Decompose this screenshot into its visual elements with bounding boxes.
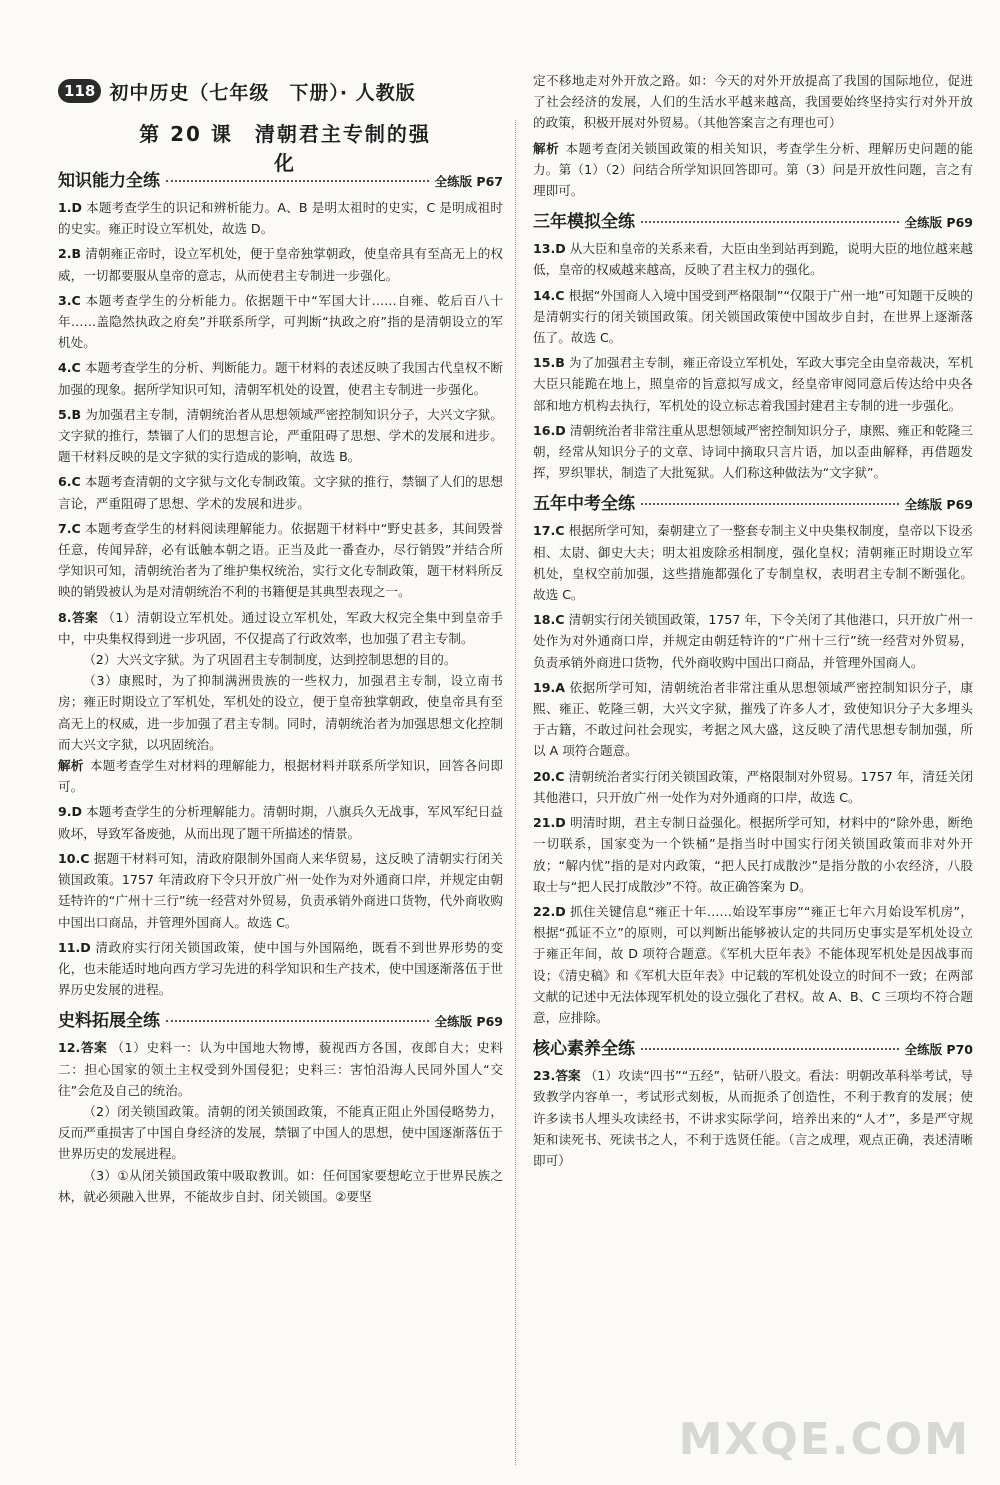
answer-item: 9.D 本题考查学生的分析理解能力。清朝时期，八旗兵久无战事，军风军纪日益败坏，导致军备废弛，从而出现了题干所描述的情景。 [58, 804, 503, 841]
section-ref: 全练版 P69 [904, 215, 973, 231]
answer-item: 17.C 根据所学可知，秦朝建立了一整套专制主义中央集权制度，皇帝以下设丞相、太尉、御史大夫；明太祖废除丞相制度，强化皇权；清朝雍正时期设立军机处，皇权空前加强，这些措施都强化了专制皇权，表明君主专制不断强化。故选 C。 [533, 523, 973, 603]
answer-item: 4.C 本题考查学生的分析、判断能力。题干材料的表述反映了我国古代皇权不断加强的现象。据所学知识可知，清朝军机处的设置，使君主专制进一步强化。 [58, 360, 503, 397]
column-divider [515, 120, 516, 1465]
section-ref: 全练版 P69 [434, 1014, 503, 1030]
answer-item: 7.C 本题考查学生的材料阅读理解能力。依据题干材料中“野史甚多，其间毁誉任意，传闻异辞，必有诋触本朝之语。正当及此一番查办，尽行销毁”并结合所学知识可知，清朝统治者为了维护集权统治，实行文化专制政策，题干材料所反映的销毁被认为是对清朝统治不利的书籍便是其典型表现之一。 [58, 520, 503, 600]
section-name: 三年模拟全练 [533, 212, 635, 233]
section-header [58, 1006, 503, 1031]
answer-item: 11.D 清政府实行闭关锁国政策，使中国与外国隔绝，既看不到世界形势的变化，也未能适时地向西方学习先进的科学知识和生产技术，使中国逐渐落伍于世界历史发展的进程。 [58, 939, 503, 998]
section-header [58, 166, 503, 191]
answer-item: 3.C 本题考查学生的分析能力。依据题干中“军国大计……自雍、乾后百八十年……盖隐然执政之府矣”并联系所学，可判断“执政之府”指的是清朝设立的军机处。 [58, 292, 503, 351]
page-number: 118 [58, 79, 101, 103]
section-name: 核心素养全练 [533, 1039, 635, 1060]
analysis: 解析 本题考查闭关锁国政策的相关知识，考查学生分析、理解历史问题的能力。第（1）（2）问结合所学知识回答即可。第（3）问是开放性问题，言之有理即可。 [533, 140, 974, 199]
section-ref: 全练版 P69 [904, 497, 973, 513]
answer-item-12: 12.答案 （1）史料一：认为中国地大物博，藐视西方各国，夜郎自大；史料二：担心国家的领土主权受到外国侵犯；史料三：害怕沿海人民同外国人“交往”会危及自己的统治。 （2）闭关锁国政策。清朝的闭关锁国政策，不能真正阻止外国侵略势力，反而严重损害了中国自身经济的发展，禁锢了中国人的思想，使中国逐渐落伍于世界历史的发展进程。 （3）①从闭关锁国政策中吸取教训。如：任何国家要想屹立于世界民族之林，就必须融入世界，不能故步自封、闭关锁国。②要坚 [58, 1040, 504, 1204]
answer-item: 22.D 抓住关键信息“雍正十年……始设军事房”“雍正七年六月始设军机房”，根据“孤证不立”的原则，可以判断出能够被认定的共同历史事实是军机处设立于雍正年间，故 D 项符合题意。《军机大臣年表》不能体现军机处是因战事而设；《清史稿》和《军机大臣年表》中记载的军机处设立的时间不一致；在两部文献的记述中无法体现军机处的设立强化了君权。故 A、B、C 三项均不符合题意，应排除。 [533, 903, 973, 1025]
answer-item: 16.D 清朝统治者非常注重从思想领域严密控制知识分子，康熙、雍正和乾隆三朝，经常从知识分子的文章、诗词中摘取只言片语，加以歪曲解释，再借题发挥，罗织罪状，制造了大批冤狱。人们称这种做法为“文字狱”。 [533, 422, 973, 481]
answer-item-8: 8.答案 （1）清朝设立军机处。通过设立军机处，军政大权完全集中到皇帝手中，中央集权得到进一步巩固，不仅提高了行政效率，也加强了君主专制。 （2）大兴文字狱。为了巩固君主专制制度，达到控制思想的目的。 （3）康熙时，为了抑制满洲贵族的一些权力，加强君主专制，设立南书房；雍正时期设立了军机处，军机处的设立，便于皇帝独掌朝政，使皇帝具有至高无上的权威，进一步加强了君主专制。同时，清朝统治者为加强思想文化控制而大兴文字狱，以巩固统治。 解析 本题考查学生对材料的理解能力，根据材料并联系所学知识，回答各问即可。 [58, 609, 504, 795]
answer-list [58, 197, 503, 1000]
answer-item: 15.B 为了加强君主专制，雍正帝设立军机处，军政大事完全由皇帝裁决，军机大臣只能跪在地上，照皇帝的旨意拟写成文，经皇帝审阅同意后传达给中央各部和地方机构去执行，军机处的设立标志着我国封建君主专制的进一步强化。 [533, 355, 973, 413]
section-ref: 全练版 P67 [434, 174, 503, 189]
answer-item: 14.C 根据“外国商人入境中国受到严格限制”“仅限于广州一地”可知题干反映的是清朝实行的闭关锁国政策。闭关锁国政策使中国故步自封，在世界上逐渐落伍了。故选 C。 [533, 287, 973, 346]
answer-item: 6.C 本题考查清朝的文字狱与文化专制政策。文字狱的推行，禁锢了人们的思想言论，严重阻碍了思想、学术的发展和进步。 [58, 474, 503, 511]
answer-item: 2.B 清朝雍正帝时，设立军机处，便于皇帝独掌朝政，使皇帝具有至高无上的权威，一切都要服从皇帝的意志，从而使君主专制进一步强化。 [58, 246, 503, 283]
section-header [533, 489, 973, 514]
answer-item: 13.D 从大臣和皇帝的关系来看，大臣由坐到站再到跪，说明大臣的地位越来越低，皇帝的权威越来越高，反映了君主权力的强化。 [533, 241, 973, 278]
section-header [533, 1034, 973, 1059]
answer-item: 18.C 清朝实行闭关锁国政策，1757 年，下令关闭了其他港口，只开放广州一处作为对外通商口岸，并规定由朝廷特许的“广州十三行”统一经营对外贸易，负责承销外商进口货物，代外商收购中国出口商品，并管理外国商人。 [533, 612, 973, 670]
watermark: MXQE.COM [678, 1414, 970, 1465]
section-header [533, 207, 973, 232]
answer-item: 20.C 清朝统治者实行闭关锁国政策，严格限制对外贸易。1757 年，清廷关闭其他港口，只开放广州一处作为对外通商的口岸，故选 C。 [533, 768, 973, 805]
answer-continuation: 定不移地走对外开放之路。如：今天的对外开放提高了我国的国际地位，促进了社会经济的发展，人们的生活水平越来越高，我国要始终坚持实行对外开放的政策，积极开展对外贸易。（其他答案言之有理也可） [533, 73, 973, 131]
lesson-title: 第 20 课 清朝君主专制的强化 [139, 122, 431, 175]
answer-item-23: 23.答案 （1）攻读“四书”“五经”，钻研八股文。看法：明朝改革科举考试，导致教学内容单一，考试形式刻板，从而扼杀了创造性，不利于教育的发展；使许多读书人埋头攻读经书，不讲求实际学问，培养出来的“人才”，多是严守规矩和读死书、死读书之人，不利于选贤任能。（言之成理，观点正确，表述清晰即可） [533, 1068, 973, 1168]
section-name: 知识能力全练 [58, 171, 160, 191]
answer-item: 21.D 明清时期，君主专制日益强化。根据所学可知，材料中的“除外患，断绝一切联系，国家变为一个铁桶”是指当时中国实行闭关锁国政策而非对外开放；“解内忧”指的是对内政策，“把人民打成散沙”是指分散的小农经济，八股取士与“把人民打成散沙”不符。故正确答案为 D。 [533, 815, 973, 894]
answer-item: 19.A 依据所学可知，清朝统治者非常注重从思想领域严密控制知识分子，康熙、雍正、乾隆三朝，大兴文字狱，摧残了许多人才，致使知识分子大多埋头于古籍，不敢过问社会现实，考据之风大盛，这反映了清代思想专制加强，所以 A 项符合题意。 [533, 679, 973, 759]
right-column [533, 70, 973, 1175]
answer-item: 1.D 本题考查学生的识记和辨析能力。A、B 是明太祖时的史实，C 是明成祖时的史实。雍正时设立军机处，故选 D。 [58, 200, 503, 237]
section-name: 史料拓展全练 [58, 1011, 160, 1032]
section-ref: 全练版 P70 [904, 1042, 973, 1058]
book-title: 初中历史（七年级 下册）· 人教版 [109, 81, 416, 104]
answer-item: 5.B 为加强君主专制，清朝统治者从思想领域严密控制知识分子，大兴文字狱。文字狱的推行，禁锢了人们的思想言论，严重阻碍了思想、学术的发展和进步。题干材料反映的是文字狱的实行造成的影响，故选 B。 [58, 406, 503, 465]
page-header [58, 74, 416, 108]
section-name: 五年中考全练 [533, 494, 635, 515]
left-column [58, 160, 503, 1211]
answer-item: 10.C 据题干材料可知，清政府限制外国商人来华贸易，这反映了清朝实行闭关锁国政策。1757 年清政府下令只开放广州一处作为对外通商口岸，并规定由朝廷特许的“广州十三行”统一经营对外贸易，负责承销外商进口货物，代外商收购中国出口商品，并管理外国商人。故选 C。 [58, 850, 503, 930]
